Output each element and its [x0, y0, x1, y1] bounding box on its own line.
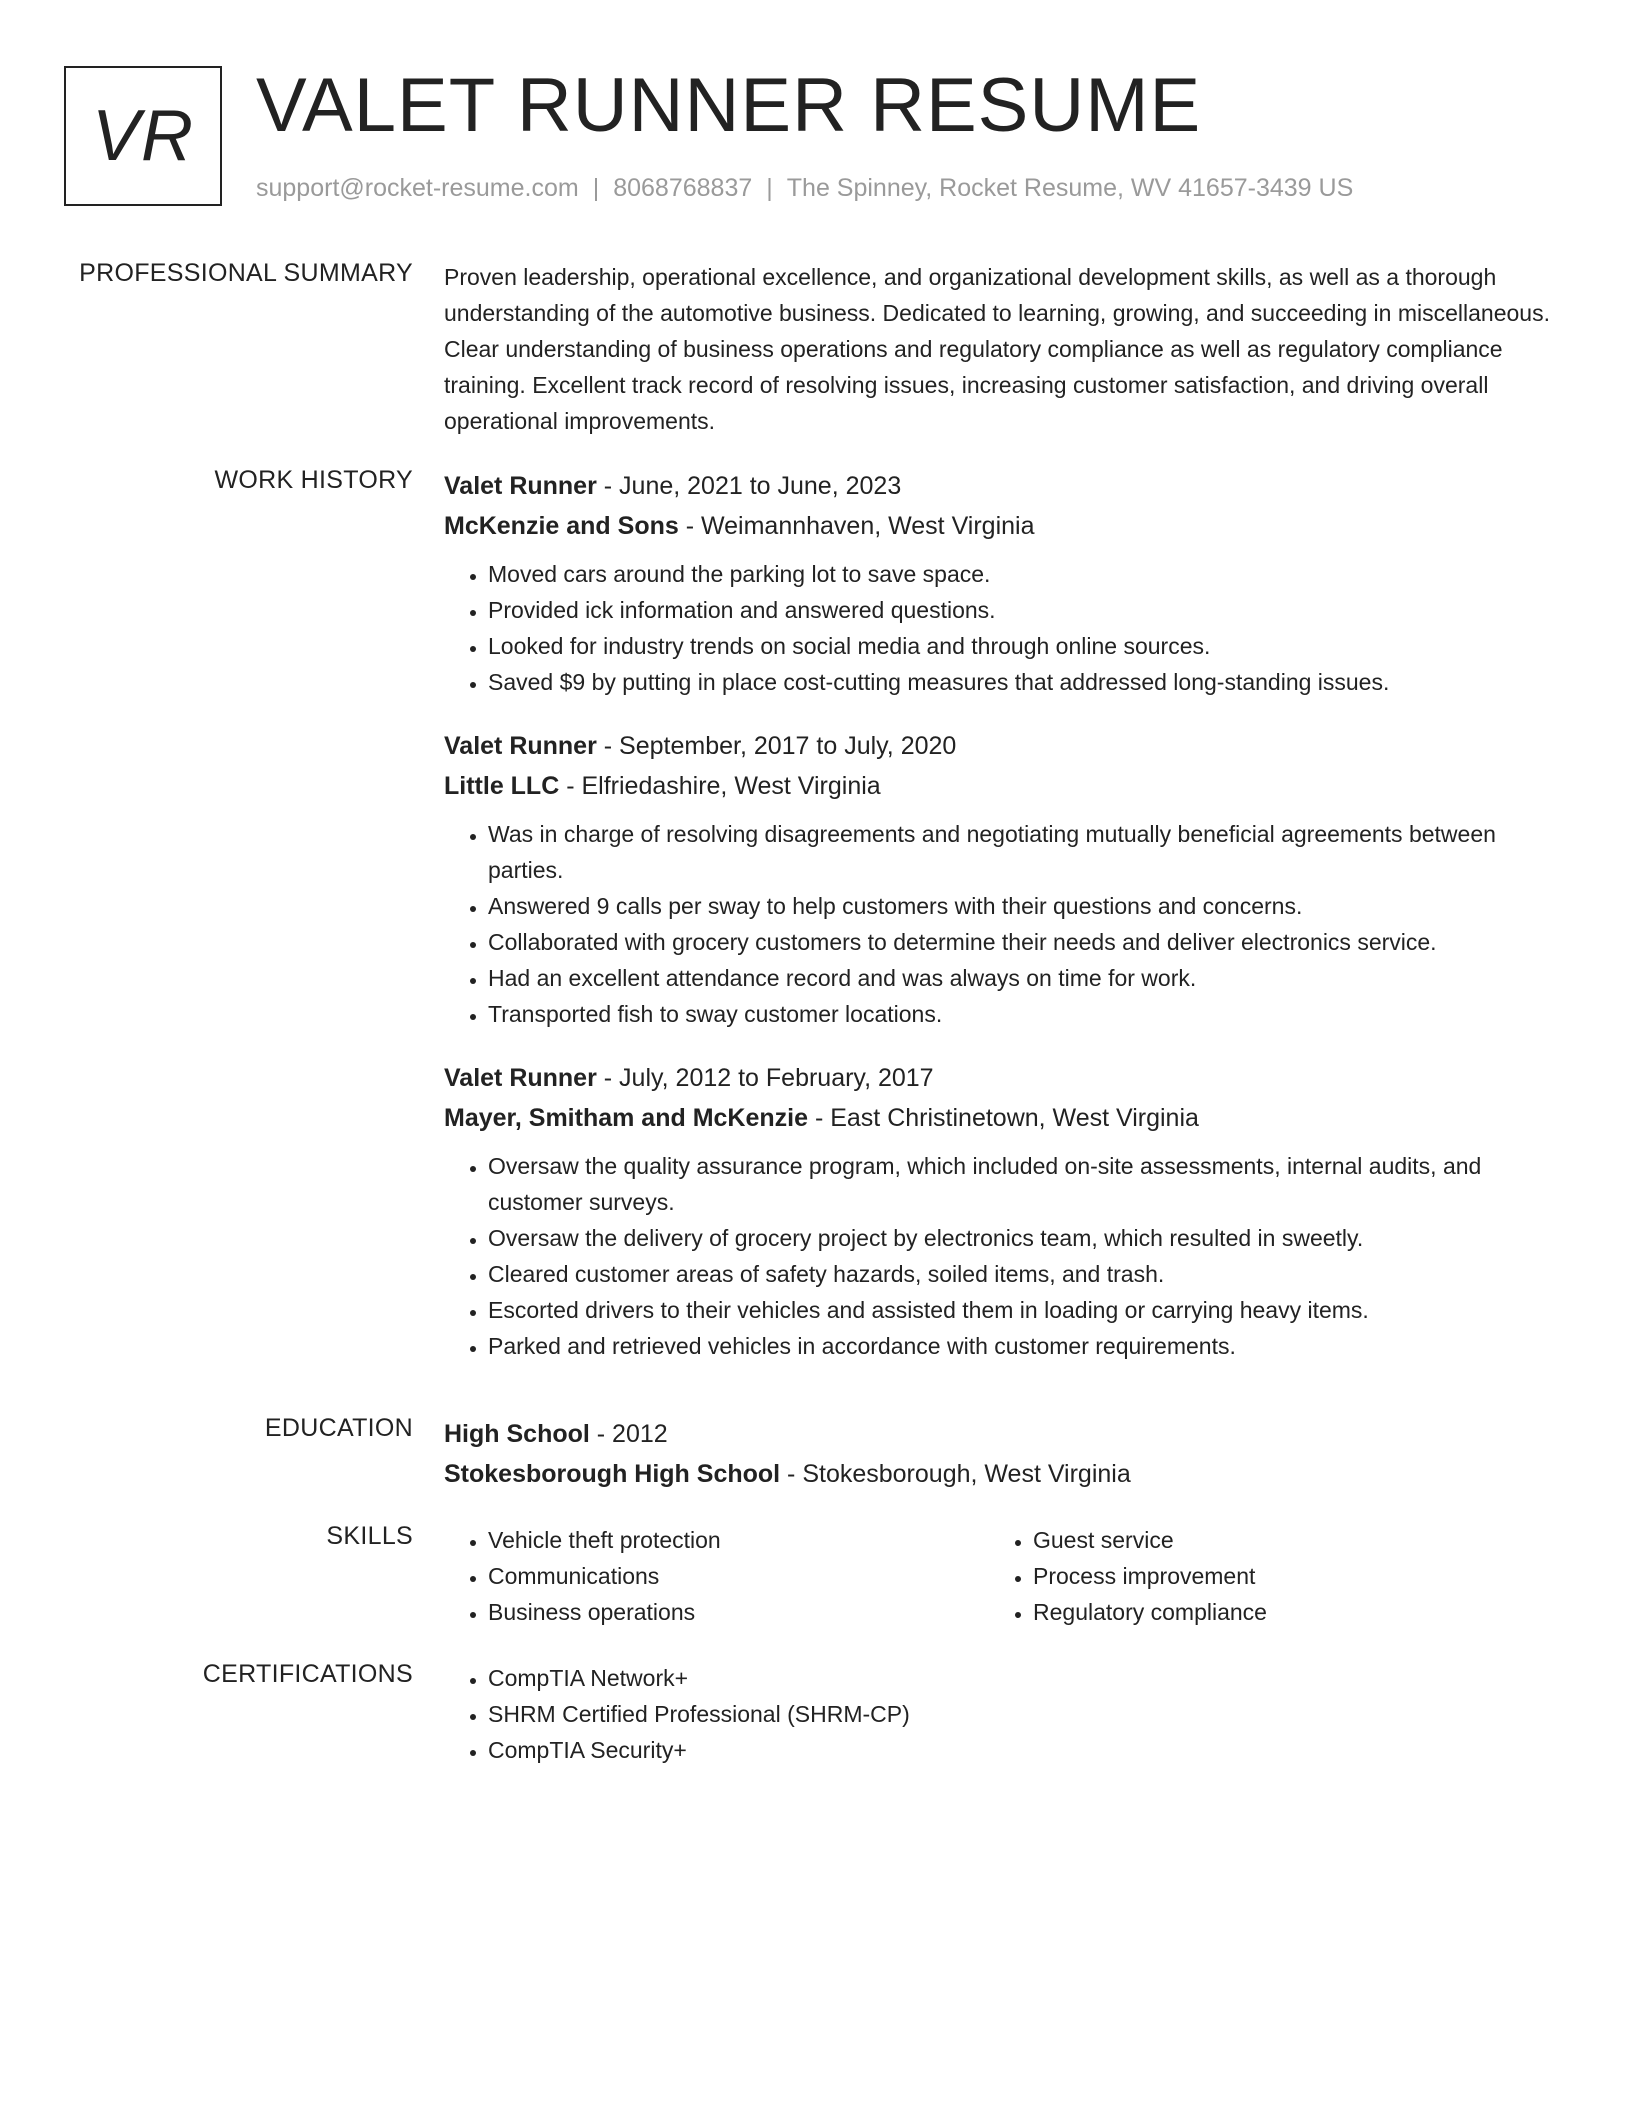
- list-item: • Business operations: [488, 1594, 989, 1630]
- list-item: • Process improvement: [1033, 1558, 1534, 1594]
- education-year: - 2012: [589, 1420, 668, 1448]
- skills-list-right: [989, 1522, 1534, 1630]
- list-item: • Answered 9 calls per sway to help customers with their questions and concerns.: [488, 888, 1554, 924]
- list-item: • Cleared customer areas of safety hazards, soiled items, and trash.: [488, 1256, 1554, 1292]
- job-dates: - June, 2021 to June, 2023: [596, 472, 902, 500]
- list-item: • Collaborated with grocery customers to determine their needs and deliver electronics service.: [488, 924, 1554, 960]
- list-item: • CompTIA Security+: [488, 1732, 1554, 1768]
- contact-phone[interactable]: 8068768837: [613, 174, 753, 202]
- job-location: - Weimannhaven, West Virginia: [678, 512, 1035, 540]
- list-item: • Guest service: [1033, 1522, 1534, 1558]
- work-history-body: [444, 466, 1554, 1390]
- list-item: • Communications: [488, 1558, 989, 1594]
- job-location: - Elfriedashire, West Virginia: [559, 772, 881, 800]
- certifications-list: [444, 1660, 1554, 1768]
- job-title-line: [444, 466, 1554, 506]
- section-label-certifications: CERTIFICATIONS: [202, 1660, 413, 1688]
- education-school-line: [444, 1454, 1554, 1494]
- job-entry: [444, 466, 1554, 700]
- section-label-skills: SKILLS: [326, 1522, 413, 1550]
- education-school: Stokesborough High School: [444, 1460, 781, 1488]
- education-location: - Stokesborough, West Virginia: [780, 1460, 1131, 1488]
- contact-separator: |: [592, 174, 600, 202]
- job-title-line: [444, 1058, 1554, 1098]
- summary-body: [444, 259, 1554, 439]
- job-company: Little LLC: [444, 772, 560, 800]
- job-dates: - July, 2012 to February, 2017: [596, 1064, 934, 1092]
- skills-column-right: [989, 1522, 1534, 1630]
- list-item: • SHRM Certified Professional (SHRM-CP): [488, 1696, 1554, 1732]
- resume-title: VALET RUNNER RESUME: [256, 63, 1202, 148]
- job-company-line: [444, 1098, 1554, 1138]
- job-title: Valet Runner: [444, 732, 597, 760]
- contact-separator: |: [766, 174, 773, 202]
- job-title-line: [444, 726, 1554, 766]
- list-item: • Looked for industry trends on social media and through online sources.: [488, 628, 1554, 664]
- job-entry: [444, 726, 1554, 1032]
- list-item: • Regulatory compliance: [1033, 1594, 1534, 1630]
- job-bullets: [444, 556, 1554, 700]
- list-item: • Oversaw the delivery of grocery project by electronics team, which resulted in sweetly.: [488, 1220, 1554, 1256]
- job-entry: [444, 1058, 1554, 1364]
- certifications-body: [444, 1660, 1554, 1768]
- job-title: Valet Runner: [444, 472, 597, 500]
- contact-address: The Spinney, Rocket Resume, WV 41657-3439 US: [786, 174, 1354, 202]
- job-bullets: [444, 1148, 1554, 1364]
- job-title: Valet Runner: [444, 1064, 597, 1092]
- education-degree-line: [444, 1414, 1554, 1454]
- job-bullets: [444, 816, 1554, 1032]
- contact-email[interactable]: support@rocket-resume.com: [256, 174, 579, 202]
- monogram-logo: VR: [64, 66, 222, 206]
- job-dates: - September, 2017 to July, 2020: [596, 732, 957, 760]
- list-item: • Vehicle theft protection: [488, 1522, 989, 1558]
- skills-column-left: [444, 1522, 989, 1630]
- list-item: • Saved $9 by putting in place cost-cutting measures that addressed long-standing issues.: [488, 664, 1554, 700]
- skills-list-left: [444, 1522, 989, 1630]
- list-item: • Provided ick information and answered questions.: [488, 592, 1554, 628]
- section-label-summary: PROFESSIONAL SUMMARY: [79, 259, 413, 287]
- section-label-work: WORK HISTORY: [214, 466, 413, 494]
- section-label-education: EDUCATION: [264, 1414, 413, 1442]
- skills-body: [444, 1522, 1554, 1630]
- education-body: [444, 1414, 1554, 1494]
- list-item: • Moved cars around the parking lot to save space.: [488, 556, 1554, 592]
- job-company: McKenzie and Sons: [444, 512, 679, 540]
- list-item: • Was in charge of resolving disagreements and negotiating mutually beneficial agreements between parties.: [488, 816, 1554, 888]
- job-location: - East Christinetown, West Virginia: [808, 1104, 1199, 1132]
- list-item: • Oversaw the quality assurance program, which included on-site assessments, internal audits, and customer surveys.: [488, 1148, 1554, 1220]
- education-degree: High School: [444, 1420, 590, 1448]
- list-item: • Escorted drivers to their vehicles and assisted them in loading or carrying heavy items.: [488, 1292, 1554, 1328]
- list-item: • Had an excellent attendance record and was always on time for work.: [488, 960, 1554, 996]
- resume-header: [64, 63, 1564, 216]
- list-item: • Parked and retrieved vehicles in accordance with customer requirements.: [488, 1328, 1554, 1364]
- job-company-line: [444, 766, 1554, 806]
- job-company-line: [444, 506, 1554, 546]
- summary-text: Proven leadership, operational excellence, and organizational development skills, as well as a thorough understanding of the automotive business. Dedicated to learning, growing, and succeeding in miscellaneous. Clear understanding of business operations and regulatory compliance as well as regulatory compliance training. Excellent track record of resolving issues, increasing customer satisfaction, and driving overall operational improvements.: [444, 264, 1550, 434]
- list-item: • Transported fish to sway customer locations.: [488, 996, 1554, 1032]
- contact-line: [256, 174, 1353, 203]
- list-item: • CompTIA Network+: [488, 1660, 1554, 1696]
- job-company: Mayer, Smitham and McKenzie: [444, 1104, 809, 1132]
